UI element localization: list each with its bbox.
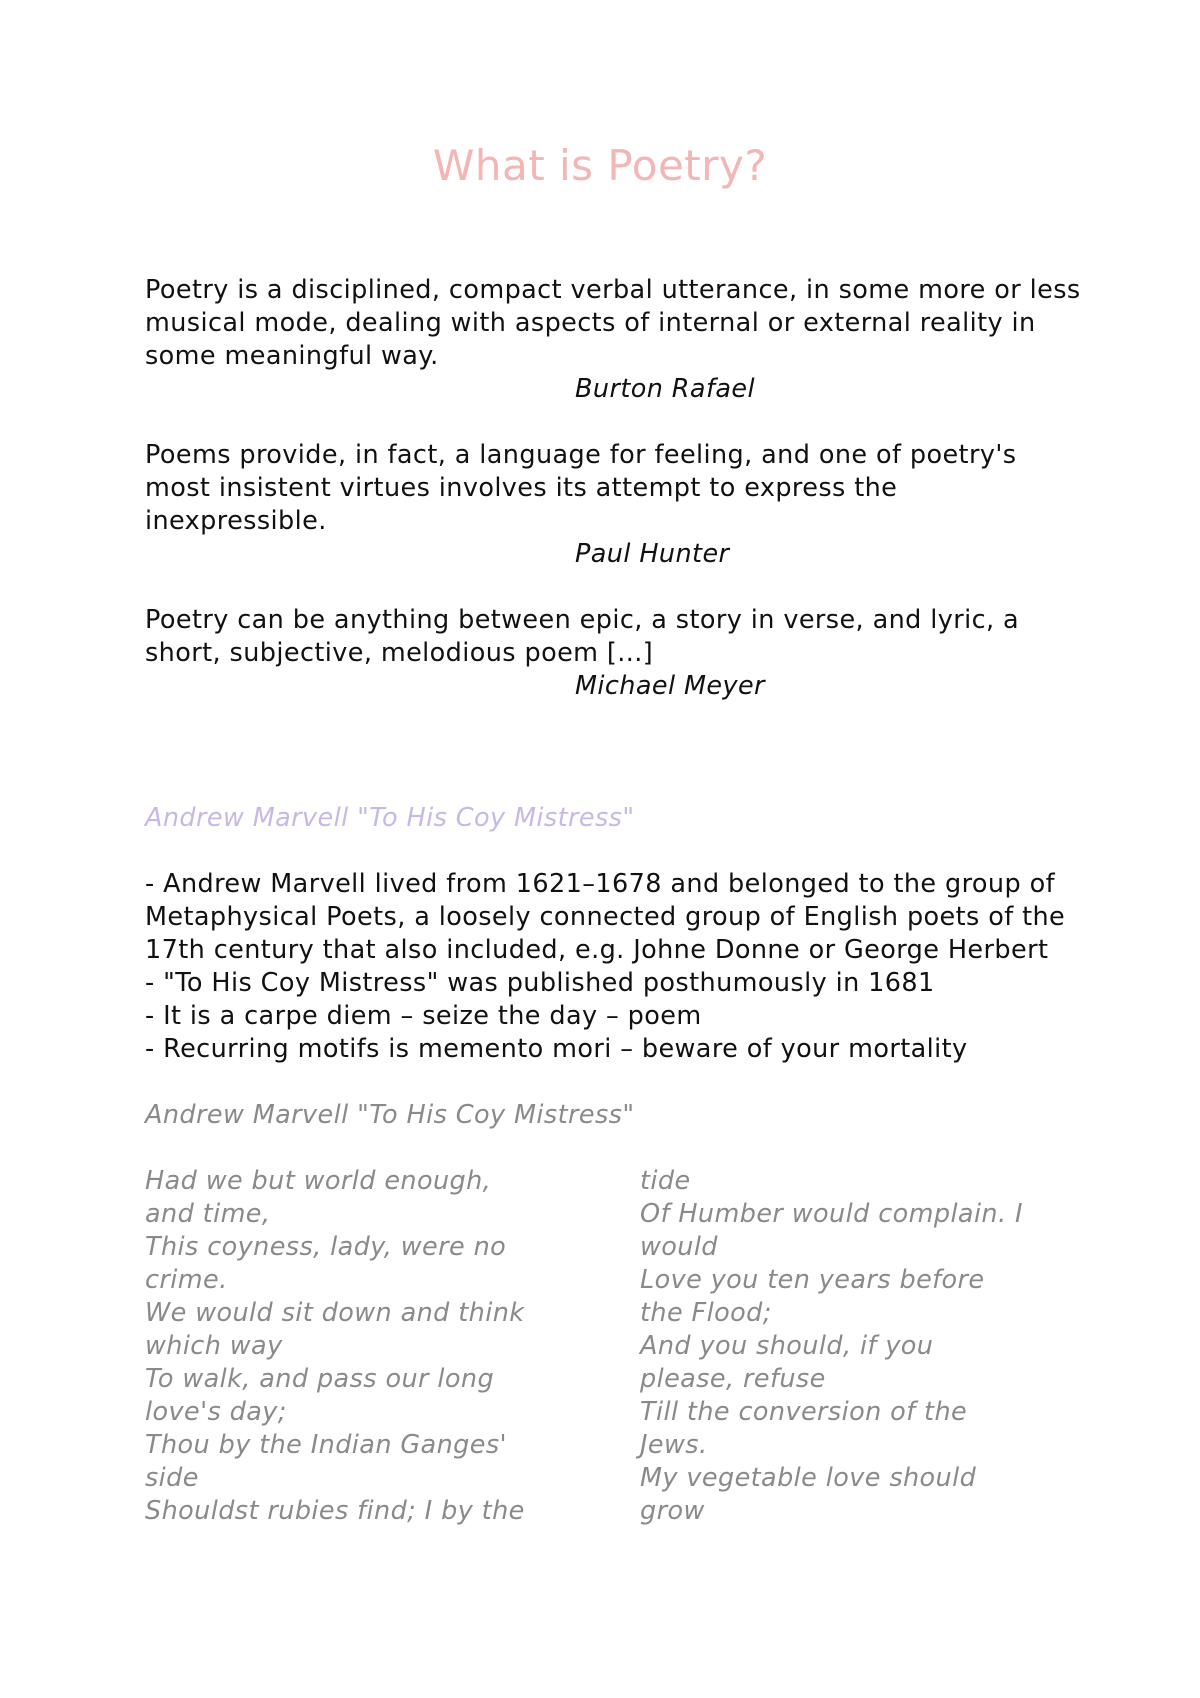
- spacer: [145, 835, 1085, 868]
- poem-line: Thou by the Indian Ganges': [145, 1430, 507, 1460]
- poem-line: which way: [145, 1331, 283, 1361]
- poem-line: side: [145, 1463, 199, 1493]
- poem-line: would: [640, 1232, 718, 1262]
- quote-author: Burton Rafael: [575, 374, 755, 404]
- section-heading: Andrew Marvell "To His Coy Mistress": [145, 803, 635, 833]
- poem-line: crime.: [145, 1265, 228, 1295]
- fact-list: [145, 868, 1085, 1066]
- list-item: - Andrew Marvell lived from 1621–1678 and belonged to the group of Metaphysical Poets, a loosely connected group of English poets of the 17th century that also included, e.g. Johne Donne or George Herbert: [145, 869, 1066, 965]
- poem-line: Jews.: [640, 1430, 708, 1460]
- poem-column-right: [640, 1165, 1080, 1528]
- quote-text: Poetry can be anything between epic, a story in verse, and lyric, a short, subjective, melodious poem [...]: [145, 605, 1020, 668]
- poem-line: tide: [640, 1166, 691, 1196]
- poem-line: Shouldst rubies find; I by the: [145, 1496, 525, 1526]
- poem-line: Of Humber would complain. I: [640, 1199, 1023, 1229]
- quote-text: Poems provide, in fact, a language for feeling, and one of poetry's most insistent virtues involves its attempt to express the inexpressible.: [145, 440, 1017, 536]
- poem-column-left: [145, 1165, 640, 1528]
- poem-columns: [145, 1165, 1085, 1528]
- poem-line: Till the conversion of the: [640, 1397, 968, 1427]
- spacer: [145, 571, 1085, 604]
- poem-line: To walk, and pass our long: [145, 1364, 495, 1394]
- page-title: What is Poetry?: [432, 141, 768, 190]
- poem-line: My vegetable love should: [640, 1463, 977, 1493]
- poem-line: grow: [640, 1496, 705, 1526]
- poem-heading: Andrew Marvell "To His Coy Mistress": [145, 1100, 635, 1130]
- quote-text: Poetry is a disciplined, compact verbal utterance, in some more or less musical mode, dealing with aspects of internal or external reality in some meaningful way.: [145, 275, 1081, 371]
- poem-line: Had we but world enough,: [145, 1166, 492, 1196]
- spacer: [145, 703, 1085, 802]
- list-item: - It is a carpe diem – seize the day – poem: [145, 1001, 702, 1031]
- poem-line: We would sit down and think: [145, 1298, 525, 1328]
- poem-line: the Flood;: [640, 1298, 772, 1328]
- poem-line: and time,: [145, 1199, 271, 1229]
- poem-line: Love you ten years before: [640, 1265, 985, 1295]
- spacer: [145, 1066, 1085, 1099]
- poem-line: And you should, if you: [640, 1331, 934, 1361]
- document-body: [145, 274, 1085, 1528]
- poem-line: love's day;: [145, 1397, 287, 1427]
- spacer: [145, 406, 1085, 439]
- poem-line: This coyness, lady, were no: [145, 1232, 507, 1262]
- quote-author: Michael Meyer: [575, 671, 765, 701]
- poem-line: please, refuse: [640, 1364, 826, 1394]
- list-item: - "To His Coy Mistress" was published posthumously in 1681: [145, 968, 935, 998]
- quote-author: Paul Hunter: [575, 539, 730, 569]
- list-item: - Recurring motifs is memento mori – beware of your mortality: [145, 1034, 968, 1064]
